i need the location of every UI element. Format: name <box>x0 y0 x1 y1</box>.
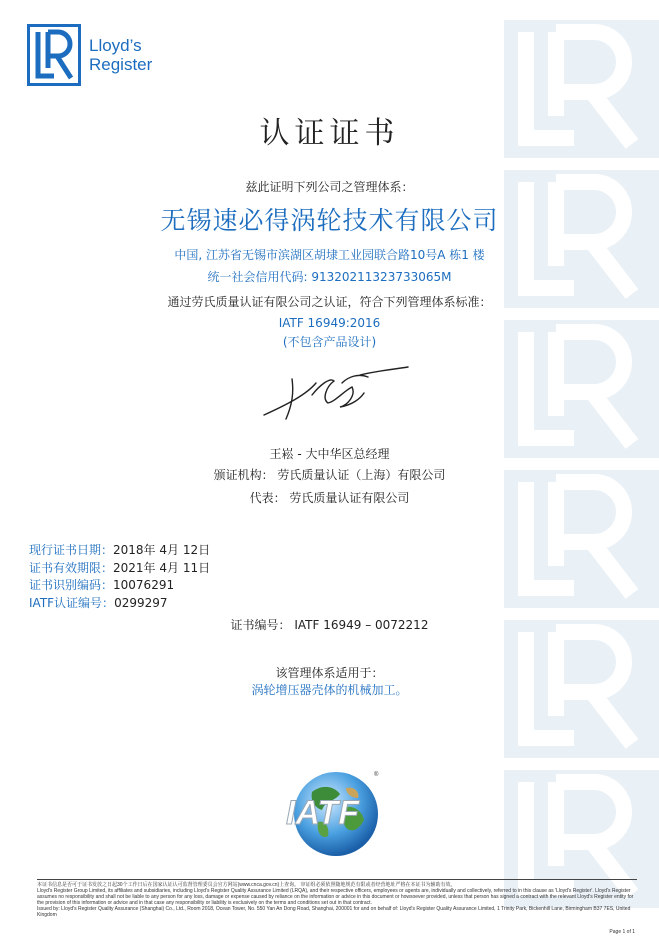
certificate-dates <box>29 542 210 612</box>
svg-text:IATF: IATF <box>286 794 360 832</box>
footer-line-3: Issued by: Lloyd's Register Quality Assurance (Shanghai) Co., Ltd., Room 2018, Ocean Tower, No. 550 Yan An Dong Road, Shanghai, 200001 for and on behalf of: Lloyd's Register Quality Assurance Limited, 1 Trinity Park, Bickenhill Lane, Birmingham B37 7ES, United Kingdom <box>37 906 631 918</box>
date-row: 现行证书日期：2018年 4月 12日 <box>29 543 211 557</box>
date-row: 证书有效期限：2021年 4月 11日 <box>29 560 211 575</box>
brand-name <box>89 36 152 74</box>
iatf-globe-logo-icon <box>282 762 386 860</box>
lloyds-register-logo <box>27 24 187 88</box>
footer-legal-text <box>37 882 637 918</box>
certificate-number: 证书编号： IATF 16949 – 0072212 <box>230 618 429 632</box>
lr-logo-mark-icon <box>27 24 81 86</box>
certificate-title: 认证证书 <box>259 116 400 151</box>
scope-heading: 该管理体系适用于： <box>275 666 384 680</box>
scope-text: 涡轮增压器壳体的机械加工。 <box>251 683 408 697</box>
brand-line-2: Register <box>89 55 153 74</box>
issuing-body: 颁证机构： 劳氏质量认证（上海）有限公司 <box>213 468 446 482</box>
standard-name: IATF 16949:2016 <box>278 316 381 330</box>
footer-line-1: 本证书信息是否可于证书发放之日起30个工作日后在国家认证认可监督管理委员会官方网站(www.cnca.gov.cn)上查询。 审证组必须依照随地规范有限或者经营地址严格在本证书为辅助有效。 <box>37 882 456 888</box>
date-row: 证书识别编码：10076291 <box>29 578 175 592</box>
brand-line-1: Lloyd’s <box>89 36 142 55</box>
svg-text:®: ® <box>374 772 379 778</box>
intro-text: 兹此证明下列公司之管理体系： <box>245 180 414 194</box>
date-row: IATF认证编号：0299297 <box>29 595 168 610</box>
signer-name: 王崧 - 大中华区总经理 <box>269 447 390 461</box>
footer-divider <box>37 879 637 880</box>
standard-note: (不包含产品设计) <box>282 335 377 349</box>
signature <box>256 365 416 423</box>
page-number: Page 1 of 1 <box>609 929 635 935</box>
footer-line-2: Lloyd's Register Group Limited, its affiliates and subsidiaries, including Lloyd's Register Quality Assurance Limited (LRQA), and their respective officers, employees or agents are, individually and collectively, referred to in this clause as 'Lloyd's Register'. Lloyd's Register assumes no responsibility and shall not be liable to any person for any loss, damage or expense caused by reliance on the information or advice in this document or howsoever provided, unless that person has signed a contract with the relevant Lloyd's Register entity for the provision of this information or advice and in that case any responsibility or liability is exclusively on the terms and conditions set out in that contract. <box>37 888 634 906</box>
certification-statement: 通过劳氏质量认证有限公司之认证，符合下列管理体系标准： <box>167 295 492 309</box>
credit-code: 统一社会信用代码: 91320211323733065M <box>207 270 452 284</box>
representative: 代表： 劳氏质量认证有限公司 <box>249 491 410 505</box>
company-address: 中国, 江苏省无锡市滨湖区胡埭工业园联合路10号A 栋1 楼 <box>174 248 485 262</box>
company-name: 无锡速必得涡轮技术有限公司 <box>160 206 499 235</box>
